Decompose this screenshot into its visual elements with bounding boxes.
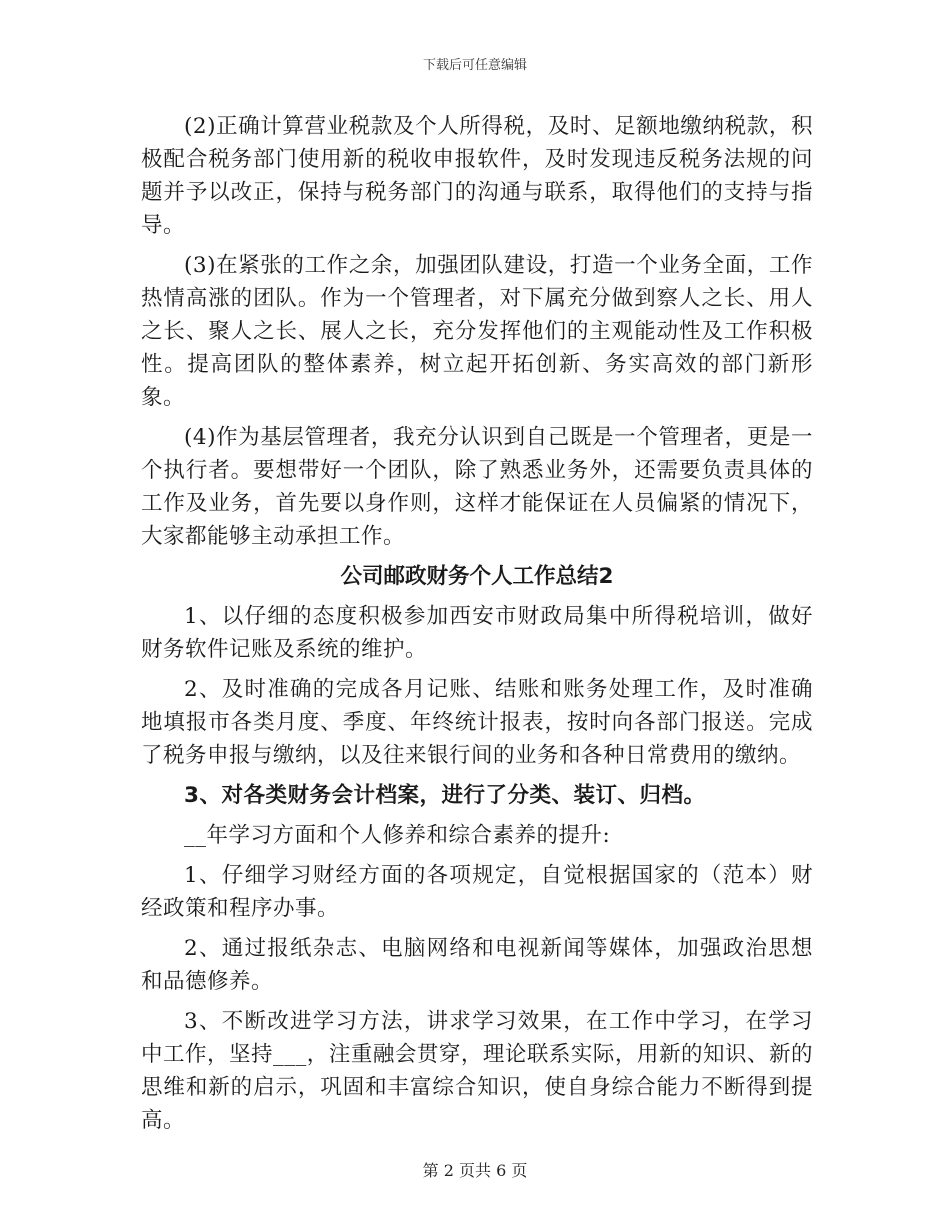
study-item-1: 1、仔细学习财经方面的各项规定，自觉根据国家的（范本）财经政策和程序办事。	[141, 863, 813, 921]
study-item-3: 3、不断改进学习方法，讲求学习效果，在工作中学习，在学习中工作，坚持___，注重融会贯穿，理论联系实际，用新的知识、新的思维和新的启示，巩固和丰富综合知识，使自身综合能力不断得到提高。	[141, 1009, 813, 1133]
paragraph-2: (2)正确计算营业税款及个人所得税，及时、足额地缴纳税款，积极配合税务部门使用新的税收申报软件，及时发现违反税务法规的问题并予以改正，保持与税务部门的沟通与联系，取得他们的支持与指导。	[141, 114, 813, 238]
paragraph-4: (4)作为基层管理者，我充分认识到自己既是一个管理者，更是一个执行者。要想带好一个团队，除了熟悉业务外，还需要负责具体的工作及业务，首先要以身作则，这样才能保证在人员偏紧的情况下，大家都能够主动承担工作。	[141, 425, 813, 549]
section-item-2: 2、及时准确的完成各月记账、结账和账务处理工作，及时准确地填报市各类月度、季度、年终统计报表，按时向各部门报送。完成了税务申报与缴纳，以及往来银行间的业务和各种日常费用的缴纳。	[141, 677, 813, 768]
section-item-3: 3、对各类财务会计档案，进行了分类、装订、归档。	[184, 783, 706, 808]
study-intro: __年学习方面和个人修养和综合素养的提升:	[184, 823, 611, 848]
document-body	[141, 110, 813, 1144]
page-header: 下载后可任意编辑	[422, 58, 527, 73]
section-item-1: 1、以仔细的态度积极参加西安市财政局集中所得税培训，做好财务软件记账及系统的维护。	[141, 604, 813, 662]
page-footer: 第 2 页共 6 页	[422, 1161, 528, 1180]
paragraph-3: (3)在紧张的工作之余，加强团队建设，打造一个业务全面，工作热情高涨的团队。作为一个管理者，对下属充分做到察人之长、用人之长、聚人之长、展人之长，充分发挥他们的主观能动性及工作积极性。提高团队的整体素养，树立起开拓创新、务实高效的部门新形象。	[141, 253, 813, 410]
section-title: 公司邮政财务个人工作总结2	[340, 564, 614, 589]
study-item-2: 2、通过报纸杂志、电脑网络和电视新闻等媒体，加强政治思想和品德修养。	[141, 936, 813, 994]
